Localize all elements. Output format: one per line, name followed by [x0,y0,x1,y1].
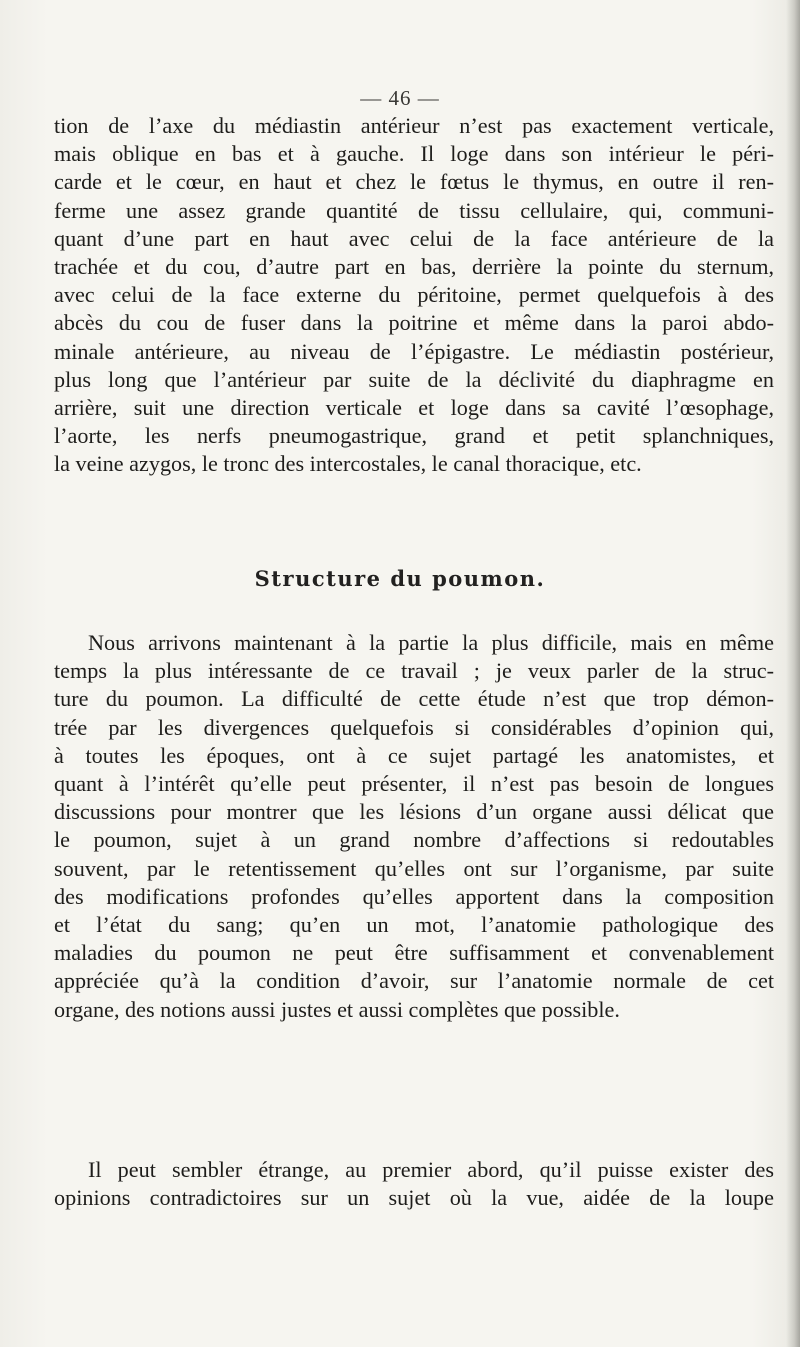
text-line: temps la plus intéressante de ce travail ; je veux parler de la struc- [54,658,774,684]
text-line: minale antérieure, au niveau de l’épigastre. Le médiastin postérieur, [54,338,774,364]
page-edge-shadow [786,0,800,1347]
text-line: opinions contradictoires sur un sujet où la vue, aidée de la loupe [54,1185,774,1211]
text-line: à toutes les époques, ont à ce sujet partagé les anatomistes, et [54,742,774,768]
text-line: discussions pour montrer que les lésions d’un organe aussi délicat que [54,799,774,825]
text-line: des modifications profondes qu’elles apportent dans la composition [54,883,774,909]
text-line: quant d’une part en haut avec celui de la face antérieure de la [54,225,774,251]
text-line: appréciée qu’à la condition d’avoir, sur l’anatomie normale de cet [54,968,774,994]
text-line: trachée et du cou, d’autre part en bas, derrière la pointe du sternum, [54,254,774,280]
text-line: avec celui de la face externe du péritoine, permet quelquefois à des [54,282,774,308]
text-line: ferme une assez grande quantité de tissu cellulaire, qui, communi- [54,197,774,223]
paragraph-opinions [54,1156,774,1212]
text-line: maladies du poumon ne peut être suffisamment et convenablement [54,940,774,966]
text-line: mais oblique en bas et à gauche. Il loge dans son intérieur le péri- [54,141,774,167]
text-line: abcès du cou de fuser dans la poitrine et même dans la paroi abdo- [54,310,774,336]
text-line: Il peut sembler étrange, au premier abord, qu’il puisse exister des [88,1157,774,1182]
paragraph-mediastin [54,112,774,479]
text-line: tion de l’axe du médiastin antérieur n’est pas exactement verticale, [54,113,774,138]
paragraph-structure [54,629,774,1024]
text-line: ture du poumon. La difficulté de cette étude n’est que trop démon- [54,686,774,712]
text-line: quant à l’intérêt qu’elle peut présenter, il n’est pas besoin de longues [54,771,774,797]
text-line: trée par les divergences quelquefois si considérables d’opinion qui, [54,714,774,740]
text-line: l’aorte, les nerfs pneumogastrique, grand et petit splanchniques, [54,423,774,449]
text-line: et l’état du sang; qu’en un mot, l’anatomie pathologique des [54,912,774,938]
text-line: le poumon, sujet à un grand nombre d’affections si redoutables [54,827,774,853]
text-line: organe, des notions aussi justes et aussi complètes que possible. [54,996,620,1022]
text-line: plus long que l’antérieur par suite de la déclivité du diaphragme en [54,366,774,392]
text-line: arrière, suit une direction verticale et loge dans sa cavité l’œsophage, [54,395,774,421]
text-line: carde et le cœur, en haut et chez le fœtus le thymus, en outre il ren- [54,169,774,195]
text-line: Nous arrivons maintenant à la partie la plus difficile, mais en même [88,630,774,655]
text-line: la veine azygos, le tronc des intercostales, le canal thoracique, etc. [54,451,642,477]
text-line: souvent, par le retentissement qu’elles ont sur l’organisme, par suite [54,855,774,881]
page-number: — 46 — [360,86,440,110]
section-heading: Structure du poumon. [254,566,546,591]
